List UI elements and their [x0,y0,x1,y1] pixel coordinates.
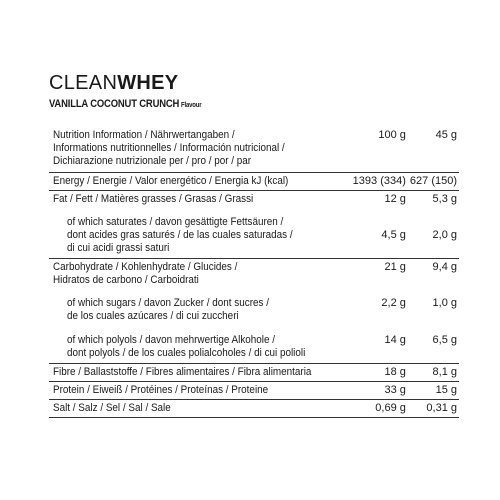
row-label [49,259,348,290]
table-row-fat [49,191,459,209]
table-row-salt [49,400,459,418]
row-label-line: of which sugars / davon Zucker / dont sucres / [67,297,269,309]
table-row-saturates [49,208,459,259]
row-value-100g: 14 g [348,326,410,364]
row-label [49,208,348,259]
row-value-45g: 1,0 g [432,297,457,309]
header-label-line-2: Informations nutritionnelles / Información nutricional / [53,142,285,154]
row-label-line: dont polyols / de los cuales polialcoholes / di cui polioli [67,347,306,359]
header-col-45g: 45 g [410,129,459,173]
row-label [49,400,348,418]
row-label-line: Fat / Fett / Matières grasses / Grasas / Grassi [53,193,254,205]
brand-logo-clean: CLEAN [49,72,118,94]
table-row-energy [49,173,459,191]
row-label [49,191,348,209]
row-value-100g: 33 g [348,382,410,400]
row-value-45g: 627 (150) [410,173,459,191]
row-value-100g: 21 g [384,261,406,273]
row-value-100g: 4,5 g [348,208,410,259]
header-col-100g: 100 g [348,129,410,173]
row-label-line: of which polyols / davon mehrwertige Alkohole / [67,334,276,346]
row-label [49,289,348,326]
table-row-protein [49,382,459,400]
row-value-45g: 8,1 g [410,364,459,382]
row-label-line: Fibre / Ballaststoffe / Fibres alimentaires / Fibra alimentaria [53,366,312,378]
brand-logo-whey: WHEY [117,72,179,94]
row-label [49,173,348,191]
row-value-100g: 0,69 g [348,400,410,418]
table-row-carbohydrate [49,259,459,290]
row-label [49,326,348,364]
nutrition-panel [49,62,459,414]
product-name [49,98,402,110]
row-label-line: de los cuales azúcares / di cui zuccheri [67,310,239,322]
nutrition-table [49,129,459,418]
row-value-100g: 18 g [348,364,410,382]
row-label-line: of which saturates / davon gesättigte Fettsäuren / [67,216,284,228]
row-value-45g: 2,0 g [410,208,459,259]
row-label-line: Salt / Salz / Sel / Sal / Sale [53,402,171,414]
table-row-sugars [49,289,459,326]
row-label-line: Protein / Eiweiß / Protéines / Proteínas / Proteine [53,384,269,396]
row-value-45g: 6,5 g [410,326,459,364]
header-label-line-3: Dichiarazione nutrizionale per / pro / por / par [53,155,252,167]
row-label [49,364,348,382]
row-label [49,382,348,400]
product-flavour-name: VANILLA COCONUT CRUNCH [49,98,180,110]
row-label-line: Energy / Energie / Valor energético / Energia kJ (kcal) [53,175,289,187]
row-value-100g: 2,2 g [381,297,406,309]
brand-logo [49,72,459,94]
row-label-line: Hidratos de carbono / Carboidrati [53,274,199,286]
row-value-100g: 1393 (334) [348,173,410,191]
row-value-45g: 0,31 g [410,400,459,418]
header-label-line-1: Nutrition Information / Nährwertangaben / [53,129,235,141]
table-row-polyols [49,326,459,364]
header-label [49,129,348,173]
row-label-line: dont acides gras saturés / de las cuales saturadas / [67,229,293,241]
product-flavour-suffix: Flavour [180,102,202,109]
row-value-45g: 5,3 g [432,193,457,205]
row-value-45g: 9,4 g [432,261,457,273]
row-value-45g: 15 g [410,382,459,400]
table-row-fibre [49,364,459,382]
row-value-100g: 12 g [384,193,406,205]
row-label-line: Carbohydrate / Kohlenhydrate / Glucides / [53,261,238,273]
row-label-line: di cui acidi grassi saturi [67,242,170,254]
table-header-row [49,129,459,173]
